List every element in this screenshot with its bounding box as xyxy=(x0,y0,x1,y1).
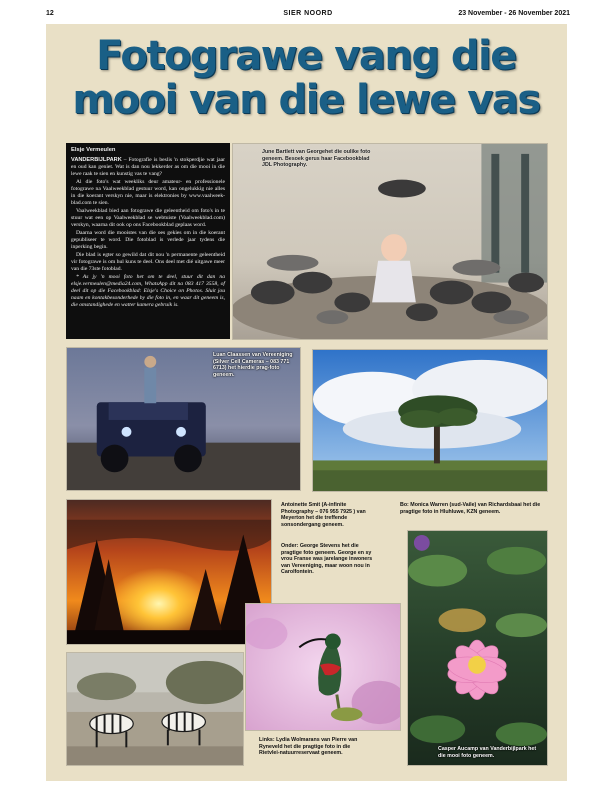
photo-water-lily xyxy=(407,530,548,766)
headline xyxy=(0,34,612,122)
page-number: 12 xyxy=(46,10,54,17)
caption-sunset: Antoinette Smit (A-infinite Photography – 076 955 7925 ) van Meyerton het die treffende sonsondergang geneem. xyxy=(281,502,366,528)
photo-sunset xyxy=(66,499,272,645)
byline: Elsje Vermeulen xyxy=(71,147,116,153)
photo-baby-pigeons xyxy=(232,143,548,340)
issue-date: 23 November - 26 November 2021 xyxy=(458,10,570,17)
dateline: VANDERBIJLPARK xyxy=(71,157,122,163)
caption-lily: Casper Aucamp van Vanderbijlpark het die mooi foto geneem. xyxy=(438,746,537,759)
article-paragraph: Die blad is egter so gewild dat dit nou 'n permanente geleentheid vir fotograwe is om hul kuns te deel. Ons deel met dié uitgawe meer van die 73ste fotoblad. xyxy=(71,252,225,272)
caption-zebras: Links: Lydia Wolmarans van Pierre van Ryneveld het die pragtige foto in die Rietvlei-natuurreservaat geneem. xyxy=(259,737,358,757)
headline-line-1: Fotograwe vang die xyxy=(96,33,516,79)
article-box xyxy=(66,143,230,339)
photo-sunbird xyxy=(245,603,401,731)
caption-tree: Bo: Monica Warren (sud-Vaile) van Richardsbaai het die pragtige foto in Hluhluwe, KZN geneem. xyxy=(400,502,541,515)
headline-line-2: mooi van die lewe vas xyxy=(72,77,540,123)
article-paragraph: Vaalweekblad bied aan fotograwe die geleentheid om foto's in te stuur wat een op Vaalweekblad se webtuiste (Vaalweekblad.com) verskyn, waarna dit ook op ons Facebookblad geplaas word. xyxy=(71,208,225,228)
caption-sunbird: Onder: George Stevens het die pragtige foto geneem. George en sy vrou Franse was jarelange inwoners van Vereeniging, maar woon nou in Carolfontein. xyxy=(281,543,373,576)
caption-jeep: Luan Claassen van Vereeniging (Silver Cell Cameras – 083 771 6713) het hierdie prag-foto geneem. xyxy=(213,352,293,378)
article-paragraph: VANDERBIJLPARK – Fotografie is beslis 'n stokperdjie wat jaar en oud kan geniet. Wat is dan nou lekkerder as om die mooi in die lewe raak te sien en kunstig vas te vang? xyxy=(71,157,225,177)
publication-name: SIER NOORD xyxy=(283,10,333,17)
caption-baby: June Bartlett van Georgehet die oulike foto geneem. Besoek gerus haar Facebookblad JDL Photography. xyxy=(262,149,371,169)
article-paragraph: Daarna word die mooistes van die oes gekies om in die koerant gepubliseer te word. Die fotoblad is verlede jaar tydens die inperking begin. xyxy=(71,230,225,250)
article-note: * As jy 'n mooi foto het om te deel, stuur dit dan na elsje.vermeulen@media24.com, WhatsApp dit na 083 417 3558, of deel dit op die Facebookblad: Elsje's Choice on Photos. Sluit jou naam en kontakbesonderhede by die foto in, en waar dit geneem is, die omstandighede en watter kamera gebruik is. xyxy=(71,274,225,308)
page-header xyxy=(46,10,570,22)
photo-zebras xyxy=(66,652,244,766)
photo-tree-clouds xyxy=(312,349,548,492)
article-paragraph: Al die foto's wat weekliks deur amateur- en professionele fotograwe na Vaalweekblad gestuur word, kan ongelukkig nie alles in die koerant verskyn nie, maar is elektronies by www.vaalweek-blad.com te sien. xyxy=(71,179,225,206)
